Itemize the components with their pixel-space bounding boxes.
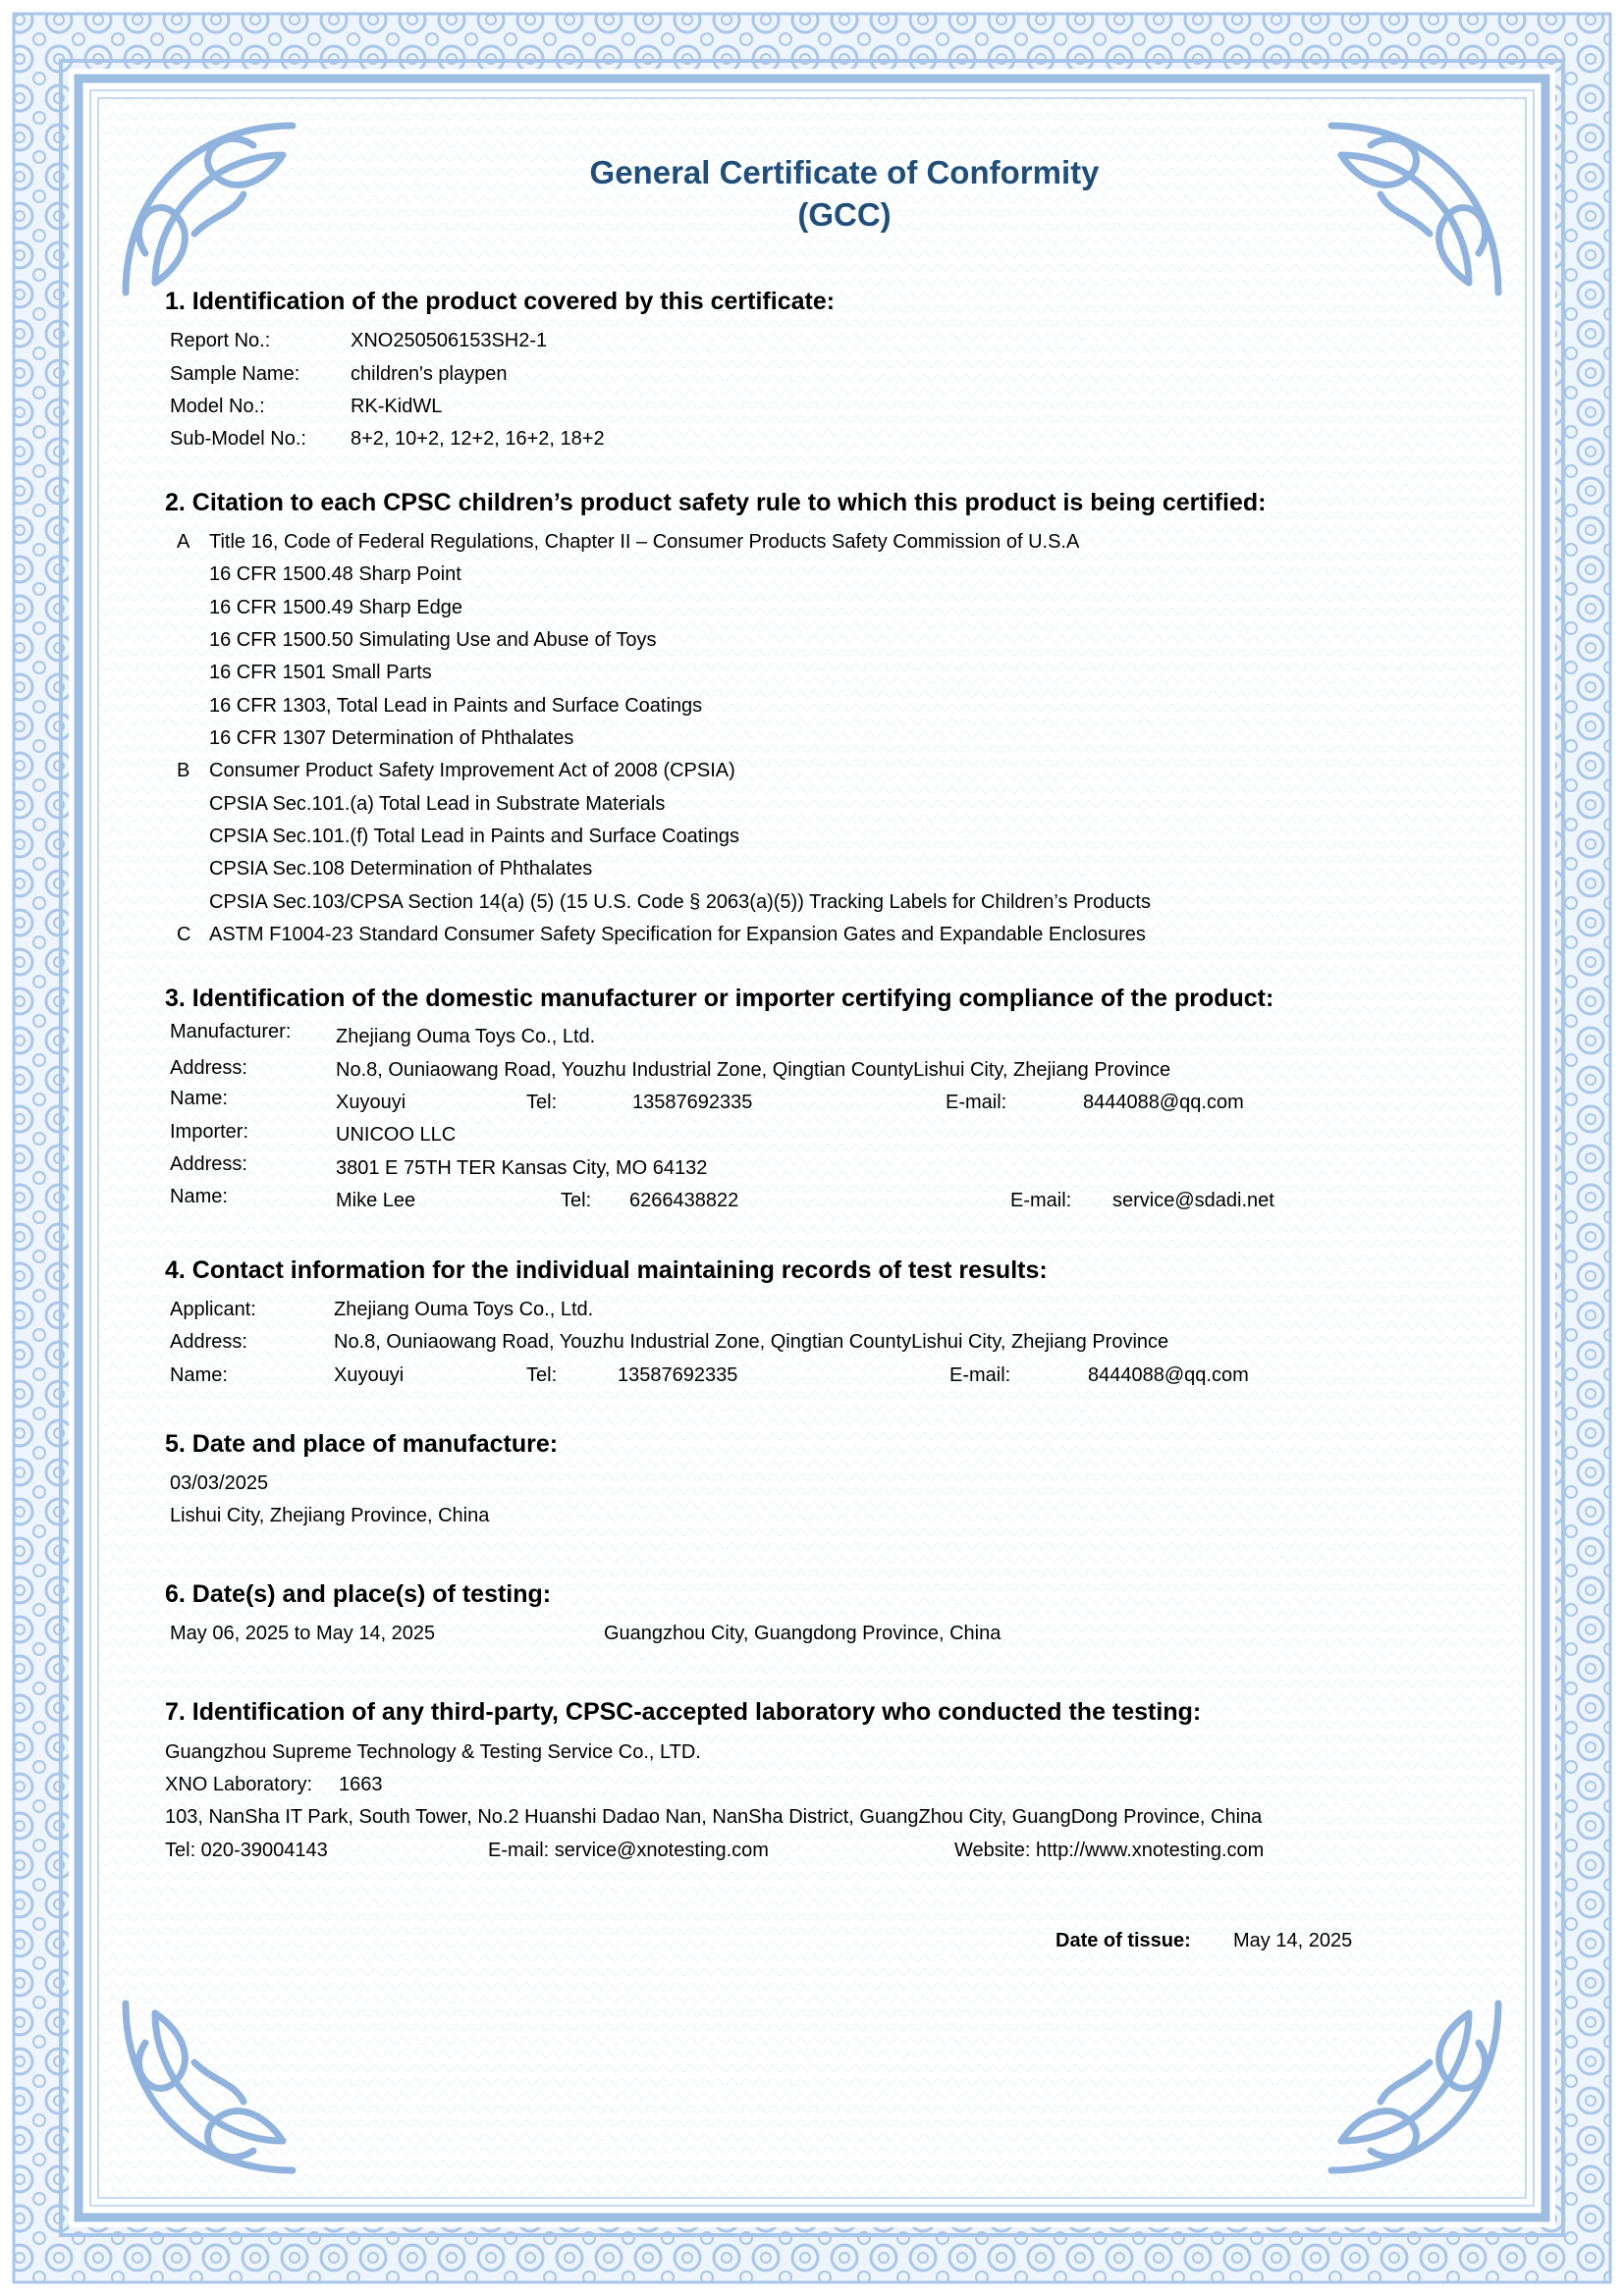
section-3-heading: 3. Identification of the domestic manufacturer or importer certifying compliance of the product:: [165, 985, 1274, 1012]
citation-item: 16 CFR 1501 Small Parts: [209, 662, 432, 683]
importer-value: UNICOO LLC: [336, 1124, 457, 1146]
email-label: E-mail:: [949, 1364, 1011, 1386]
laboratory-tel: Tel: 020-39004143: [165, 1840, 328, 1861]
citation-item: 16 CFR 1500.49 Sharp Edge: [209, 597, 462, 618]
address-label: Address:: [170, 1153, 247, 1175]
model-no-label: Model No.:: [170, 396, 265, 417]
citation-marker: C: [177, 924, 191, 945]
importer-contact-name: Mike Lee: [336, 1190, 416, 1211]
laboratory-name: Guangzhou Supreme Technology & Testing Service Co., LTD.: [165, 1741, 701, 1763]
manufacturer-email: 8444088@qq.com: [1083, 1092, 1244, 1113]
applicant-tel: 13587692335: [618, 1364, 738, 1386]
importer-tel: 6266438822: [629, 1190, 739, 1211]
citation-item: Consumer Product Safety Improvement Act of 2008 (CPSIA): [209, 760, 735, 781]
report-no-label: Report No.:: [170, 330, 271, 351]
tel-label: Tel:: [526, 1092, 558, 1113]
document-subtitle: (GCC): [797, 196, 892, 233]
applicant-contact-name: Xuyouyi: [334, 1364, 405, 1386]
model-no-value: RK-KidWL: [351, 396, 443, 417]
name-label: Name:: [170, 1088, 228, 1109]
section-5-heading: 5. Date and place of manufacture:: [165, 1430, 559, 1458]
manufacturer-label: Manufacturer:: [170, 1021, 292, 1042]
name-label: Name:: [170, 1364, 228, 1386]
section-6-heading: 6. Date(s) and place(s) of testing:: [165, 1580, 552, 1608]
citation-item: ASTM F1004-23 Standard Consumer Safety Specification for Expansion Gates and Expandable Enclosures: [209, 924, 1146, 945]
report-no-value: XNO250506153SH2-1: [351, 330, 548, 351]
issue-date-value: May 14, 2025: [1233, 1930, 1353, 1951]
testing-place: Guangzhou City, Guangdong Province, China: [604, 1623, 1001, 1644]
section-4-heading: 4. Contact information for the individual maintaining records of test results:: [165, 1256, 1048, 1284]
document-title: General Certificate of Conformity: [589, 154, 1100, 190]
section-7-heading: 7. Identification of any third-party, CPSC-accepted laboratory who conducted the testing:: [165, 1698, 1202, 1726]
tel-label: Tel:: [561, 1190, 592, 1211]
manufacturer-address: No.8, Ouniaowang Road, Youzhu Industrial Zone, Qingtian CountyLishui City, Zhejiang Province: [336, 1059, 1171, 1081]
tel-label: Tel:: [526, 1364, 558, 1386]
issue-date-label: Date of tissue:: [1056, 1930, 1191, 1951]
citation-item: Title 16, Code of Federal Regulations, Chapter II – Consumer Products Safety Commission of U.S.A: [209, 531, 1080, 553]
laboratory-number: 1663: [339, 1774, 383, 1795]
email-label: E-mail:: [1010, 1190, 1072, 1211]
citation-marker: B: [177, 760, 190, 781]
laboratory-website: Website: http://www.xnotesting.com: [954, 1840, 1265, 1861]
citation-item: CPSIA Sec.101.(a) Total Lead in Substrate Materials: [209, 793, 666, 815]
section-1-heading: 1. Identification of the product covered by this certificate:: [165, 288, 836, 315]
applicant-value: Zhejiang Ouma Toys Co., Ltd.: [334, 1299, 594, 1320]
citation-item: CPSIA Sec.103/CPSA Section 14(a) (5) (15 U.S. Code § 2063(a)(5)) Tracking Labels for Children’s Products: [209, 891, 1151, 913]
name-label: Name:: [170, 1186, 228, 1207]
manufacture-date: 03/03/2025: [170, 1472, 269, 1494]
applicant-label: Applicant:: [170, 1299, 256, 1320]
citation-item: CPSIA Sec.101.(f) Total Lead in Paints and Surface Coatings: [209, 826, 739, 847]
importer-email: service@sdadi.net: [1112, 1190, 1274, 1211]
testing-dates: May 06, 2025 to May 14, 2025: [170, 1623, 436, 1644]
laboratory-address: 103, NanSha IT Park, South Tower, No.2 Huanshi Dadao Nan, NanSha District, GuangZhou City, GuangDong Province, China: [165, 1806, 1263, 1828]
citation-item: 16 CFR 1500.50 Simulating Use and Abuse of Toys: [209, 629, 657, 651]
laboratory-label: XNO Laboratory:: [165, 1774, 313, 1795]
sample-name-value: children's playpen: [351, 363, 508, 385]
section-2-heading: 2. Citation to each CPSC children’s product safety rule to which this product is being certified:: [165, 489, 1267, 516]
email-label: E-mail:: [946, 1092, 1007, 1113]
importer-address: 3801 E 75TH TER Kansas City, MO 64132: [336, 1157, 708, 1179]
applicant-address: No.8, Ouniaowang Road, Youzhu Industrial Zone, Qingtian CountyLishui City, Zhejiang Province: [334, 1331, 1169, 1353]
sub-model-no-value: 8+2, 10+2, 12+2, 16+2, 18+2: [351, 428, 605, 450]
manufacturer-contact-name: Xuyouyi: [336, 1092, 406, 1113]
address-label: Address:: [170, 1331, 247, 1353]
manufacturer-value: Zhejiang Ouma Toys Co., Ltd.: [336, 1026, 596, 1047]
citation-item: 16 CFR 1303, Total Lead in Paints and Surface Coatings: [209, 695, 703, 717]
laboratory-email: E-mail: service@xnotesting.com: [488, 1840, 769, 1861]
manufacturer-tel: 13587692335: [632, 1092, 753, 1113]
citation-item: 16 CFR 1307 Determination of Phthalates: [209, 727, 574, 749]
sub-model-no-label: Sub-Model No.:: [170, 428, 306, 450]
citation-marker: A: [177, 531, 190, 553]
applicant-email: 8444088@qq.com: [1088, 1364, 1249, 1386]
citation-item: CPSIA Sec.108 Determination of Phthalates: [209, 858, 593, 880]
citation-item: 16 CFR 1500.48 Sharp Point: [209, 563, 461, 585]
manufacture-place: Lishui City, Zhejiang Province, China: [170, 1505, 490, 1526]
importer-label: Importer:: [170, 1121, 249, 1143]
address-label: Address:: [170, 1057, 247, 1079]
sample-name-label: Sample Name:: [170, 363, 300, 385]
